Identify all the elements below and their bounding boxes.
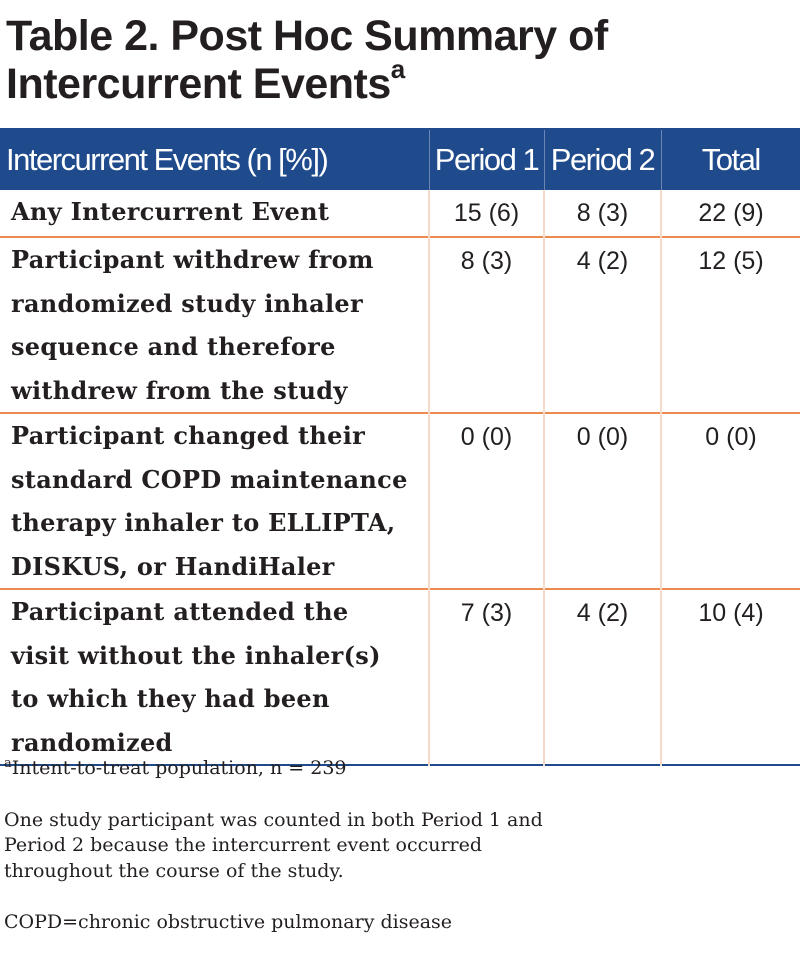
footnote: [4, 756, 794, 782]
cell-period-1: 8 (3): [429, 237, 544, 413]
cell-total: 0 (0): [661, 413, 800, 589]
footnote-marker: a: [4, 756, 12, 771]
row-label: [0, 589, 429, 765]
table-notes: [4, 756, 794, 936]
cell-total: 22 (9): [661, 190, 800, 237]
table-row: [0, 413, 800, 589]
row-label: [0, 190, 429, 237]
note-line: One study participant was counted in both Period 1 and: [4, 808, 543, 831]
table-row: [0, 589, 800, 765]
cell-period-2: 4 (2): [544, 237, 661, 413]
row-label-line: visit without the inhaler(s): [11, 640, 381, 670]
cell-period-2: 0 (0): [544, 413, 661, 589]
cell-period-1: 0 (0): [429, 413, 544, 589]
header-total: Total: [661, 129, 800, 190]
row-label-line: randomized study inhaler: [11, 288, 363, 318]
intercurrent-events-table: [0, 128, 800, 766]
row-label-line: to which they had been: [11, 684, 330, 713]
note-line: Period 2 because the intercurrent event occurred: [4, 834, 483, 856]
row-label-line: Participant withdrew from: [11, 245, 374, 274]
row-label: [0, 413, 429, 589]
cell-period-1: 15 (6): [429, 190, 544, 237]
cell-period-1: 7 (3): [429, 589, 544, 765]
row-label-line: Participant changed their: [11, 421, 366, 450]
row-label-line: Any Intercurrent Event: [11, 197, 330, 226]
header-intercurrent-events: Intercurrent Events (n [%]): [6, 142, 328, 177]
title-line-1: Table 2. Post Hoc Summary of: [6, 12, 608, 60]
row-label-line: sequence and therefore: [11, 332, 336, 361]
row-label-line: Participant attended the: [11, 597, 349, 626]
cell-period-2: 8 (3): [544, 190, 661, 237]
table-title: [6, 12, 796, 108]
header-period-1: Period 1: [429, 129, 544, 190]
cell-total: 12 (5): [661, 237, 800, 413]
title-line-2: [6, 54, 796, 108]
abbreviation-note: COPD=chronic obstructive pulmonary disease: [4, 911, 453, 933]
table-row: [0, 190, 800, 237]
row-label-line: DISKUS, or HandiHaler: [11, 551, 335, 581]
row-label-line: therapy inhaler to ELLIPTA,: [11, 508, 396, 537]
row-label: [0, 237, 429, 413]
cell-period-2: 4 (2): [544, 589, 661, 765]
title-line-2-text: Intercurrent Events: [6, 60, 391, 108]
note-line: throughout the course of the study.: [4, 859, 344, 882]
table-row: [0, 237, 800, 413]
header-period-2: Period 2: [544, 129, 661, 190]
participant-note: [4, 808, 794, 885]
row-label-line: standard COPD maintenance: [11, 464, 408, 494]
row-label-line: withdrew from the study: [11, 375, 348, 405]
footnote-text: Intent-to-treat population, n = 239: [11, 757, 347, 779]
table-header-row: [0, 129, 800, 190]
row-label-line: randomized: [11, 727, 173, 757]
cell-total: 10 (4): [661, 589, 800, 765]
title-superscript: a: [390, 54, 405, 84]
